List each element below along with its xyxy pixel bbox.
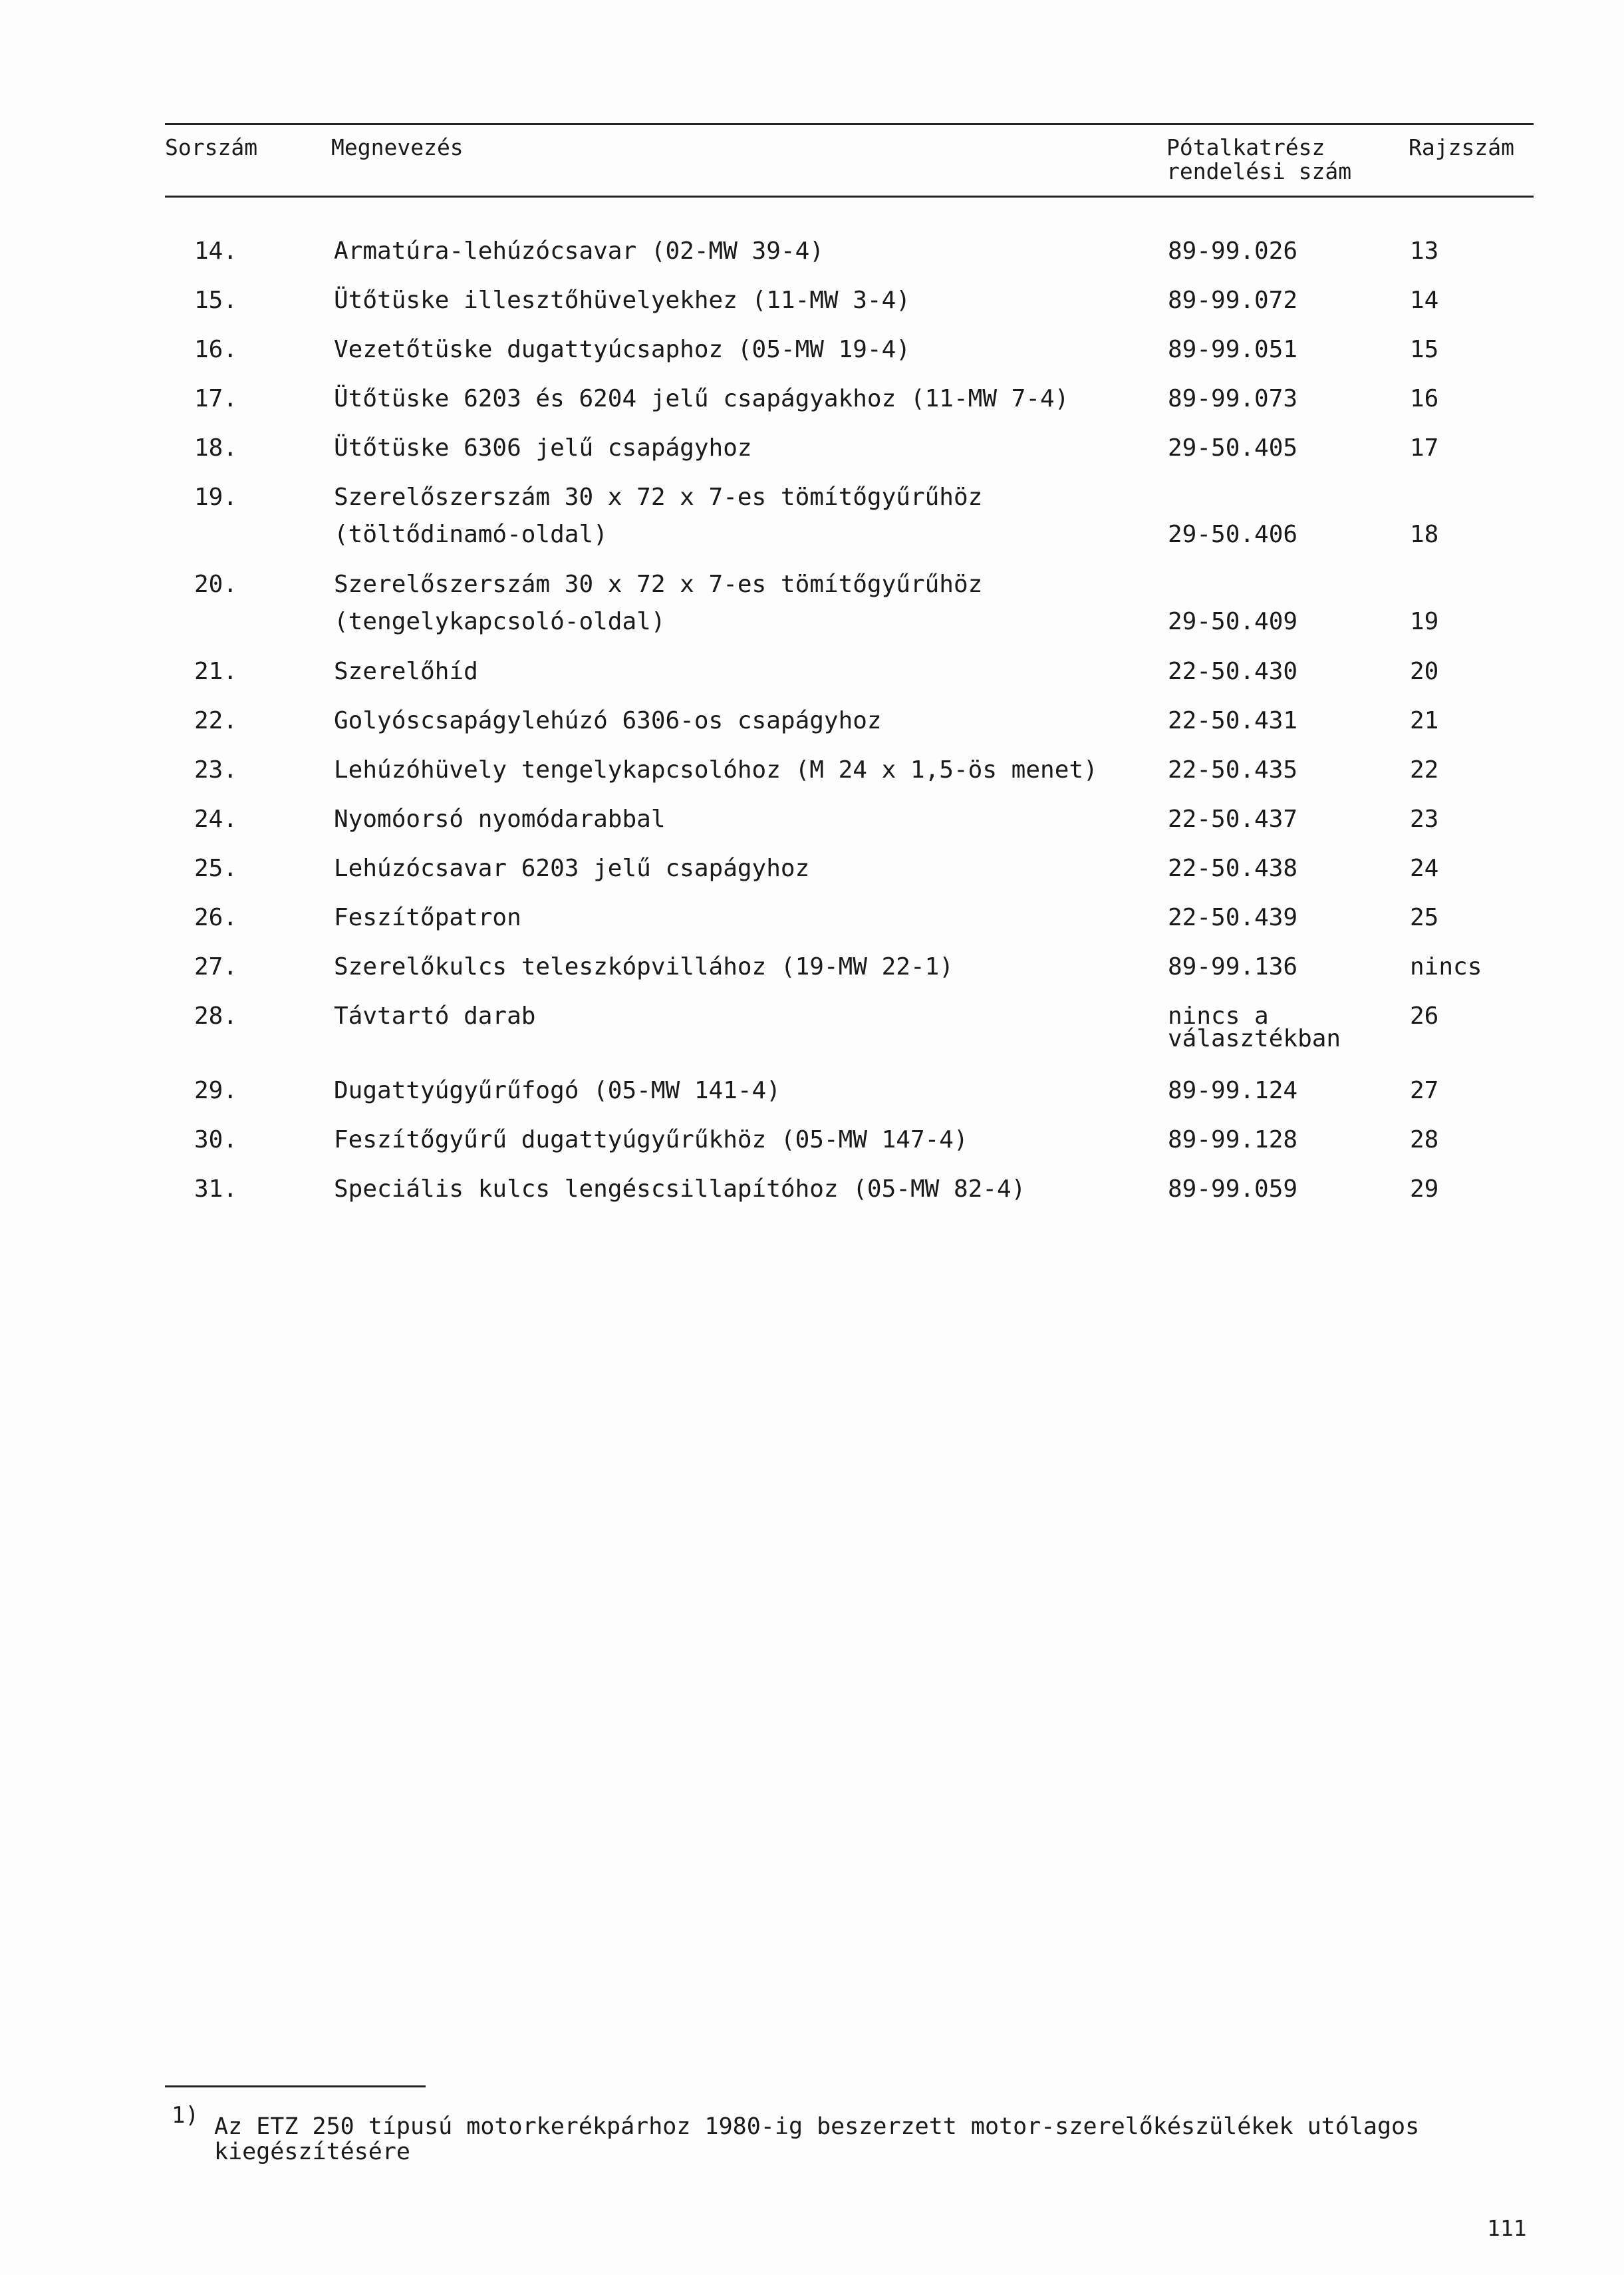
row-number: 24. bbox=[194, 806, 238, 833]
row-number: 21. bbox=[194, 658, 238, 685]
row-order-code: 22-50.438 bbox=[1168, 855, 1298, 882]
row-number: 19. bbox=[194, 484, 238, 511]
row-drawing-number: 24 bbox=[1410, 855, 1439, 882]
row-name: Vezetőtüske dugattyúcsaphoz (05-MW 19-4) bbox=[334, 336, 910, 363]
row-drawing-number: 21 bbox=[1410, 707, 1439, 734]
row-drawing-number: 16 bbox=[1410, 385, 1439, 412]
row-order-code: 89-99.059 bbox=[1168, 1175, 1298, 1203]
row-number: 20. bbox=[194, 571, 238, 598]
page-number: 111 bbox=[1487, 2215, 1527, 2241]
row-name: Ütőtüske 6306 jelű csapágyhoz bbox=[334, 434, 752, 462]
row-drawing-number: 23 bbox=[1410, 806, 1439, 833]
row-order-code: 89-99.051 bbox=[1168, 336, 1298, 363]
row-number: 28. bbox=[194, 1002, 238, 1030]
row-order-code: 89-99.072 bbox=[1168, 287, 1298, 314]
row-name: Nyomóorsó nyomódarabbal bbox=[334, 806, 666, 833]
row-drawing-number: 13 bbox=[1410, 237, 1439, 265]
row-name: Szerelőszerszám 30 x 72 x 7-es tömítőgyűrűhöz (tengelykapcsoló-oldal) bbox=[334, 571, 983, 635]
row-drawing-number: 17 bbox=[1410, 434, 1439, 462]
row-name: Lehúzóhüvely tengelykapcsolóhoz (M 24 x 1,5-ös menet) bbox=[334, 756, 1098, 784]
header-megnevezes: Megnevezés bbox=[331, 134, 464, 160]
row-name: Szerelőhíd bbox=[334, 658, 478, 685]
row-order-code: 89-99.136 bbox=[1168, 953, 1298, 981]
row-number: 29. bbox=[194, 1077, 238, 1104]
row-drawing-number: 28 bbox=[1410, 1126, 1439, 1153]
row-name: Ütőtüske illesztőhüvelyekhez (11-MW 3-4) bbox=[334, 287, 910, 314]
row-name: Szerelőszerszám 30 x 72 x 7-es tömítőgyűrűhöz (töltődinamó-oldal) bbox=[334, 484, 983, 548]
row-number: 25. bbox=[194, 855, 238, 882]
row-drawing-number: nincs bbox=[1410, 953, 1482, 981]
table-header-rule bbox=[165, 196, 1534, 198]
row-number: 15. bbox=[194, 287, 238, 314]
row-drawing-number: 22 bbox=[1410, 756, 1439, 784]
footnote-rule bbox=[165, 2085, 426, 2087]
row-order-code: 22-50.431 bbox=[1168, 707, 1298, 734]
row-order-code: 29-50.406 bbox=[1168, 521, 1298, 548]
row-order-code: 22-50.439 bbox=[1168, 904, 1298, 931]
row-name: Armatúra-lehúzócsavar (02-MW 39-4) bbox=[334, 237, 824, 265]
row-name: Speciális kulcs lengéscsillapítóhoz (05-MW 82-4) bbox=[334, 1175, 1026, 1203]
row-number: 26. bbox=[194, 904, 238, 931]
row-number: 17. bbox=[194, 385, 238, 412]
row-drawing-number: 29 bbox=[1410, 1175, 1439, 1203]
row-drawing-number: 25 bbox=[1410, 904, 1439, 931]
row-name: Feszítőgyűrű dugattyúgyűrűkhöz (05-MW 147-4) bbox=[334, 1126, 968, 1153]
row-number: 23. bbox=[194, 756, 238, 784]
row-name: Távtartó darab bbox=[334, 1002, 536, 1030]
row-order-code: nincs a választékban bbox=[1168, 1002, 1341, 1052]
row-name: Feszítőpatron bbox=[334, 904, 521, 931]
row-drawing-number: 20 bbox=[1410, 658, 1439, 685]
row-drawing-number: 19 bbox=[1410, 608, 1439, 635]
row-drawing-number: 14 bbox=[1410, 287, 1439, 314]
row-order-code: 29-50.409 bbox=[1168, 608, 1298, 635]
table-top-rule bbox=[165, 123, 1534, 125]
row-name: Dugattyúgyűrűfogó (05-MW 141-4) bbox=[334, 1077, 781, 1104]
footnote-text: Az ETZ 250 típusú motorkerékpárhoz 1980-ig beszerzett motor-szerelőkészülékek utólagos kiegészítésére bbox=[214, 2113, 1420, 2165]
row-order-code: 22-50.430 bbox=[1168, 658, 1298, 685]
row-order-code: 89-99.124 bbox=[1168, 1077, 1298, 1104]
row-number: 14. bbox=[194, 237, 238, 265]
row-order-code: 89-99.128 bbox=[1168, 1126, 1298, 1153]
row-name: Lehúzócsavar 6203 jelű csapágyhoz bbox=[334, 855, 810, 882]
row-drawing-number: 18 bbox=[1410, 521, 1439, 548]
row-drawing-number: 27 bbox=[1410, 1077, 1439, 1104]
header-rajzszam: Rajzszám bbox=[1409, 134, 1514, 160]
header-sorszam: Sorszám bbox=[165, 134, 258, 160]
footnote-mark: 1) bbox=[172, 2102, 199, 2129]
row-name: Golyóscsapágylehúzó 6306-os csapágyhoz bbox=[334, 707, 882, 734]
row-drawing-number: 15 bbox=[1410, 336, 1439, 363]
row-order-code: 22-50.435 bbox=[1168, 756, 1298, 784]
row-number: 16. bbox=[194, 336, 238, 363]
row-order-code: 89-99.073 bbox=[1168, 385, 1298, 412]
row-number: 30. bbox=[194, 1126, 238, 1153]
row-name: Ütőtüske 6203 és 6204 jelű csapágyakhoz (11-MW 7-4) bbox=[334, 385, 1069, 412]
row-number: 22. bbox=[194, 707, 238, 734]
header-potalkatresz: Pótalkatrész rendelési szám bbox=[1166, 134, 1352, 184]
row-number: 31. bbox=[194, 1175, 238, 1203]
row-drawing-number: 26 bbox=[1410, 1002, 1439, 1030]
row-order-code: 22-50.437 bbox=[1168, 806, 1298, 833]
row-number: 18. bbox=[194, 434, 238, 462]
row-order-code: 89-99.026 bbox=[1168, 237, 1298, 265]
row-number: 27. bbox=[194, 953, 238, 981]
row-name: Szerelőkulcs teleszkópvillához (19-MW 22-1) bbox=[334, 953, 954, 981]
row-order-code: 29-50.405 bbox=[1168, 434, 1298, 462]
